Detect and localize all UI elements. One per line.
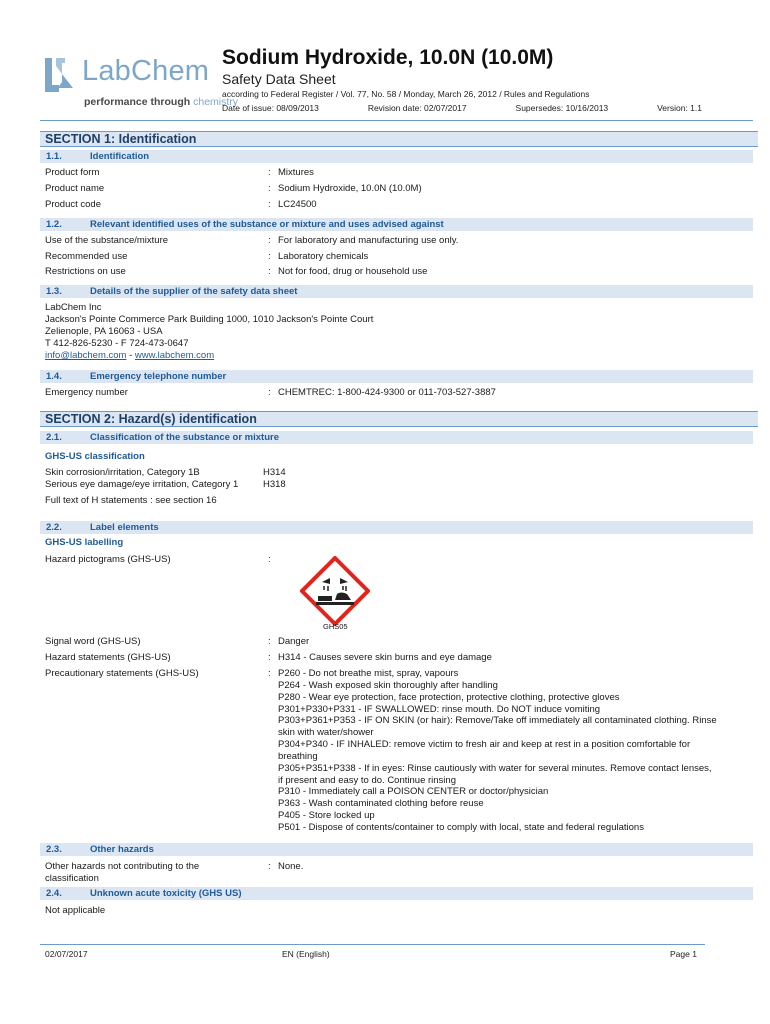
signal-word-label: Signal word (GHS-US) xyxy=(45,636,141,647)
subsection-2-3: 2.3. Other hazards xyxy=(40,843,753,856)
subsection-1-3: 1.3. Details of the supplier of the safety data sheet xyxy=(40,285,753,298)
subsection-2-4: 2.4. Unknown acute toxicity (GHS US) xyxy=(40,887,753,900)
footer-language: EN (English) xyxy=(282,949,330,959)
supplier-name: LabChem Inc xyxy=(45,302,102,313)
precautionary-statement: P260 - Do not breathe mist, spray, vapours xyxy=(278,668,459,679)
product-form-value: Mixtures xyxy=(278,167,314,178)
supplier-address-line2: Zelienople, PA 16063 - USA xyxy=(45,326,163,337)
footer-divider xyxy=(40,944,705,945)
precautionary-statements-list xyxy=(278,668,718,834)
classification-eye-code: H318 xyxy=(263,479,286,490)
use-label: Use of the substance/mixture xyxy=(45,235,169,246)
labchem-logo-icon xyxy=(45,58,75,92)
classification-skin-label: Skin corrosion/irritation, Category 1B xyxy=(45,467,200,478)
colon: : xyxy=(268,251,271,262)
ghs-classification-heading: GHS-US classification xyxy=(45,451,145,462)
colon: : xyxy=(268,235,271,246)
product-code-label: Product code xyxy=(45,199,101,210)
subsection-2-1: 2.1. Classification of the substance or mixture xyxy=(40,431,753,444)
hazard-statements-value: H314 - Causes severe skin burns and eye damage xyxy=(278,652,492,663)
subsection-1-1: 1.1. Identification xyxy=(40,150,753,163)
colon: : xyxy=(268,668,271,679)
emergency-number-value: CHEMTREC: 1-800-424-9300 or 011-703-527-3887 xyxy=(278,387,496,398)
classification-skin-code: H314 xyxy=(263,467,286,478)
logo-wordmark: LabChem xyxy=(82,55,210,87)
supplier-phone: T 412-826-5230 - F 724-473-0647 xyxy=(45,338,189,349)
other-hazards-label: Other hazards not contributing to the classification xyxy=(45,861,200,884)
colon: : xyxy=(268,636,271,647)
product-name-label: Product name xyxy=(45,183,105,194)
colon: : xyxy=(268,167,271,178)
precautionary-statement: P280 - Wear eye protection, face protection, protective clothing, protective gloves xyxy=(278,691,620,703)
classification-eye-label: Serious eye damage/eye irritation, Category 1 xyxy=(45,479,239,490)
precautionary-statement: P305+P351+P338 - If in eyes: Rinse cautiously with water for several minutes. Remove contact lenses, if present and easy to do. Continue rinsing xyxy=(278,762,712,786)
website-link[interactable]: www.labchem.com xyxy=(134,350,215,361)
section-1-heading: SECTION 1: Identification xyxy=(40,131,758,147)
precautionary-statement: P310 - Immediately call a POISON CENTER or doctor/physician xyxy=(278,786,549,798)
colon: : xyxy=(268,199,271,210)
document-subtitle: Safety Data Sheet xyxy=(222,71,336,87)
revision-metadata xyxy=(222,103,702,113)
precautionary-statement: P363 - Wash contaminated clothing before reuse xyxy=(278,798,484,810)
subsection-1-2: 1.2. Relevant identified uses of the substance or mixture and uses advised against xyxy=(40,218,753,231)
other-hazards-value: None. xyxy=(278,861,304,872)
acute-toxicity-value: Not applicable xyxy=(45,905,106,916)
colon: : xyxy=(268,183,271,194)
precautionary-statement: P304+P340 - IF INHALED: remove victim to fresh air and keep at rest in a position comfortable for breathing xyxy=(278,739,691,762)
supplier-address-line1: Jackson's Pointe Commerce Park Building 1000, 1010 Jackson's Pointe Court xyxy=(45,314,374,325)
section-2-heading: SECTION 2: Hazard(s) identification xyxy=(40,411,758,427)
hazard-statements-label: Hazard statements (GHS-US) xyxy=(45,652,171,663)
supersedes: Supersedes: 10/16/2013 xyxy=(515,103,609,113)
email-link[interactable]: info@labchem.com xyxy=(45,350,127,361)
precautionary-statement: P301+P330+P331 - IF SWALLOWED: rinse mouth. Do NOT induce vomiting xyxy=(278,703,601,715)
revision-date: Revision date: 02/07/2017 xyxy=(367,103,467,113)
colon: : xyxy=(268,387,271,398)
colon: : xyxy=(268,861,271,872)
product-name-value: Sodium Hydroxide, 10.0N (10.0M) xyxy=(278,183,422,194)
supplier-contact-links xyxy=(45,350,214,361)
subsection-1-4: 1.4. Emergency telephone number xyxy=(40,370,753,383)
use-value: For laboratory and manufacturing use only. xyxy=(278,235,459,246)
link-separator: - xyxy=(126,350,135,361)
precautionary-statement: P501 - Dispose of contents/container to comply with local, state and federal regulations xyxy=(278,821,644,833)
footer-page-number: Page 1 xyxy=(670,949,697,959)
precautionary-statement: P264 - Wash exposed skin thoroughly after handling xyxy=(278,679,498,691)
precautionary-statements-label: Precautionary statements (GHS-US) xyxy=(45,668,199,679)
ghs-labelling-heading: GHS-US labelling xyxy=(45,537,124,548)
colon: : xyxy=(268,652,271,663)
product-form-label: Product form xyxy=(45,167,100,178)
emergency-number-label: Emergency number xyxy=(45,387,128,398)
hazard-pictograms-label: Hazard pictograms (GHS-US) xyxy=(45,554,171,565)
full-text-note: Full text of H statements : see section 16 xyxy=(45,495,217,506)
signal-word-value: Danger xyxy=(278,636,310,647)
restrictions-value: Not for food, drug or household use xyxy=(278,266,428,277)
product-code-value: LC24500 xyxy=(278,199,317,210)
regulation-line: according to Federal Register / Vol. 77, No. 58 / Monday, March 26, 2012 / Rules and Regulations xyxy=(222,89,590,99)
document-title: Sodium Hydroxide, 10.0N (10.0M) xyxy=(222,46,554,69)
recommended-use-label: Recommended use xyxy=(45,251,128,262)
subsection-2-2: 2.2. Label elements xyxy=(40,521,753,534)
version: Version: 1.1 xyxy=(657,103,702,113)
colon: : xyxy=(268,554,271,565)
precautionary-statement: P303+P361+P353 - IF ON SKIN (or hair): Remove/Take off immediately all contaminated clothing. Rinse skin with water/shower xyxy=(278,715,717,739)
restrictions-label: Restrictions on use xyxy=(45,266,126,277)
logo-tagline: performance through chemistry xyxy=(84,96,239,108)
pictogram-code: GHS05 xyxy=(323,622,348,631)
date-of-issue: Date of issue: 08/09/2013 xyxy=(222,103,319,113)
precautionary-statement: P405 - Store locked up xyxy=(278,810,375,822)
colon: : xyxy=(268,266,271,277)
recommended-use-value: Laboratory chemicals xyxy=(278,251,369,262)
footer-date: 02/07/2017 xyxy=(45,949,88,959)
corrosion-pictogram-icon xyxy=(300,556,370,626)
header-divider xyxy=(40,120,753,121)
